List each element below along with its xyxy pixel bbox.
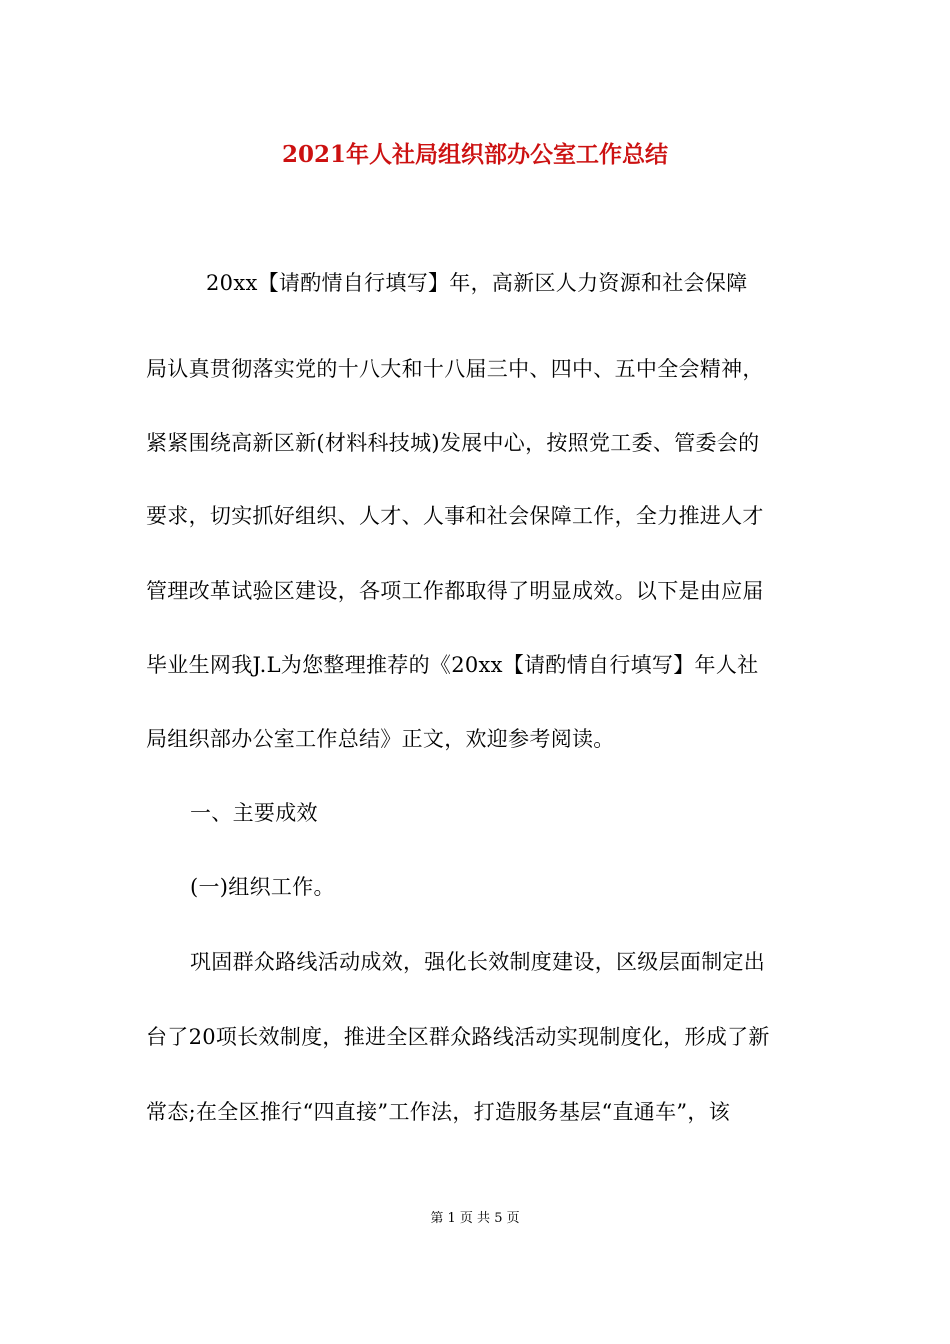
document-title: 2021年人社局组织部办公室工作总结 — [281, 141, 668, 168]
body-line: 台了20项长效制度，推进全区群众路线活动实现制度化，形成了新 — [146, 1025, 770, 1049]
body-line: 常态;在全区推行“四直接”工作法，打造服务基层“直通车”，该 — [146, 1100, 731, 1124]
section-heading: 一、主要成效 — [190, 801, 318, 825]
body-line: 局认真贯彻落实党的十八大和十八届三中、四中、五中全会精神， — [146, 357, 764, 381]
page-footer: 第 1 页 共 5 页 — [430, 1211, 520, 1226]
body-line: 管理改革试验区建设，各项工作都取得了明显成效。以下是由应届 — [146, 579, 764, 603]
subsection-heading: (一)组织工作。 — [190, 875, 335, 899]
body-line: 局组织部办公室工作总结》正文，欢迎参考阅读。 — [146, 727, 615, 751]
body-line: 20xx【请酌情自行填写】年，高新区人力资源和社会保障 — [206, 271, 748, 295]
body-line: 毕业生网我J.L为您整理推荐的《20xx【请酌情自行填写】年人社 — [146, 653, 759, 677]
body-line: 要求，切实抓好组织、人才、人事和社会保障工作，全力推进人才 — [146, 504, 764, 528]
body-line: 巩固群众路线活动成效，强化长效制度建设，区级层面制定出 — [190, 950, 766, 974]
body-line: 紧紧围绕高新区新(材料科技城)发展中心，按照党工委、管委会的 — [146, 431, 760, 455]
